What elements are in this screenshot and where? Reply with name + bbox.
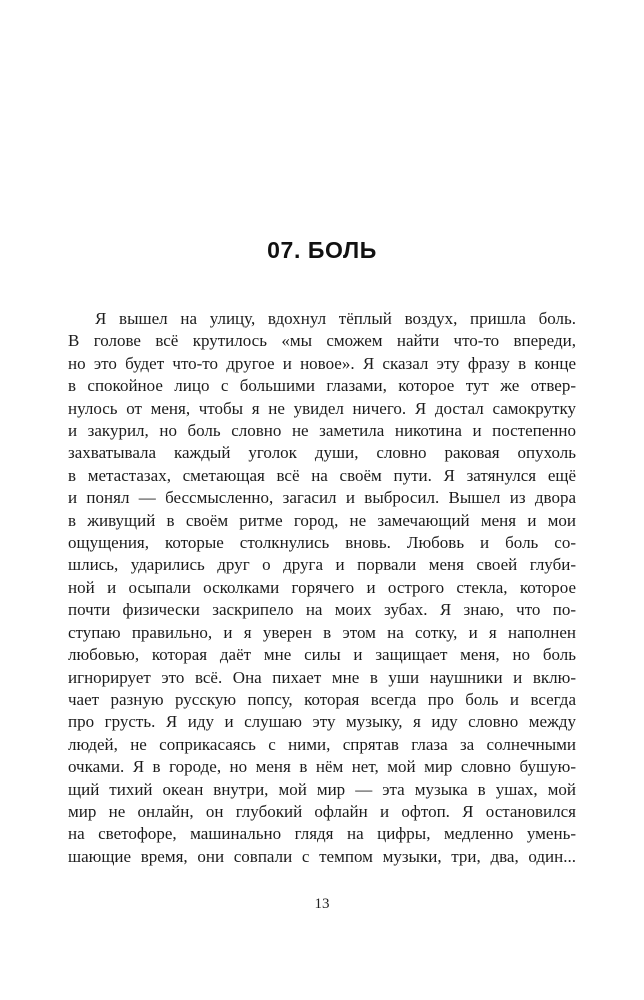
body-text-line: но это будет что-то другое и новое». Я сказал эту фразу в конце <box>68 353 576 373</box>
body-text-line: на светофоре, машинально глядя на цифры, медленно умень- <box>68 824 576 844</box>
page-number: 13 <box>314 896 330 912</box>
body-text-line: ной и осыпали осколками горячего и острого стекла, которое <box>68 577 576 597</box>
body-text-line: в спокойное лицо с большими глазами, которое тут же отвер- <box>68 376 576 396</box>
body-text <box>68 308 576 868</box>
body-text-line: игнорирует это всё. Она пихает мне в уши наушники и вклю- <box>68 667 576 687</box>
body-text-line: шлись, ударились друг о друга и порвали меня своей глуби- <box>68 555 576 575</box>
body-text-line: почти физически заскрипело на моих зубах. Я знаю, что по- <box>68 600 576 620</box>
body-text-line: про грусть. Я иду и слушаю эту музыку, я иду словно между <box>68 712 576 732</box>
body-text-line: Я вышел на улицу, вдохнул тёплый воздух, пришла боль. <box>95 309 576 328</box>
chapter-title: 07. БОЛЬ <box>267 237 377 263</box>
body-text-line: и закурил, но боль словно не заметила никотина и постепенно <box>68 421 576 441</box>
body-text-line: шающие время, они совпали с темпом музыки, три, два, один... <box>68 846 576 866</box>
body-text-line: захватывала каждый уголок души, словно раковая опухоль <box>68 443 576 463</box>
body-text-line: в живущий в своём ритме город, не замечающий меня и мои <box>68 510 576 530</box>
body-text-line: В голове всё крутилось «мы сможем найти что-то впереди, <box>68 331 576 351</box>
body-text-line: чает разную русскую попсу, которая всегда про боль и всегда <box>68 689 576 709</box>
body-text-line: щий тихий океан внутри, мой мир — эта музыка в ушах, мой <box>68 779 576 799</box>
body-text-line: ощущения, которые столкнулись вновь. Любовь и боль со- <box>68 533 576 553</box>
body-text-line: мир не онлайн, он глубокий офлайн и офтоп. Я остановился <box>68 801 576 821</box>
body-text-line: в метастазах, сметающая всё на своём пути. Я затянулся ещё <box>68 465 576 485</box>
body-text-line: очками. Я в городе, но меня в нём нет, мой мир словно бушую- <box>68 757 576 777</box>
body-text-line: любовью, которая даёт мне силы и защищает меня, но боль <box>68 645 576 665</box>
body-text-line: ступаю правильно, и я уверен в этом на сотку, и я наполнен <box>68 622 576 642</box>
body-text-line: и понял — бессмысленно, загасил и выбросил. Вышел из двора <box>68 488 576 508</box>
body-text-line: нулось от меня, чтобы я не увидел ничего. Я достал самокрутку <box>68 398 576 418</box>
body-text-line: людей, не соприкасаясь с ними, спрятав глаза за солнечными <box>68 734 576 754</box>
